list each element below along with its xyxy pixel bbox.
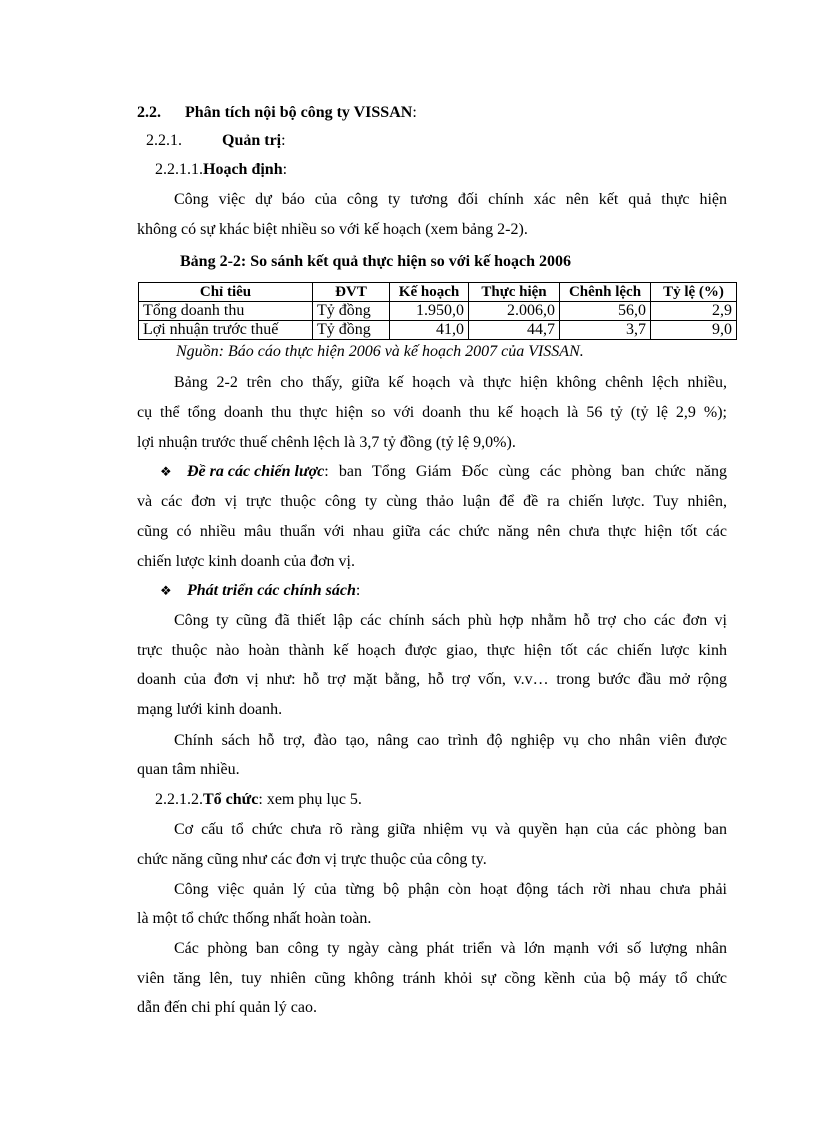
table-cell: 2.006,0 [469, 302, 560, 321]
subsection-heading [146, 131, 286, 151]
bullet1-line4: chiến lược kinh doanh của đơn vị. [137, 553, 355, 570]
para4-line1: Chính sách hỗ trợ, đào tạo, nâng cao trình độ nghiệp vụ cho nhân viên được [174, 732, 727, 749]
table-cell: Tỷ đồng [313, 302, 390, 321]
para2-line3: lợi nhuận trước thuế chênh lệch là 3,7 tỷ đồng (tỷ lệ 9,0%). [137, 434, 516, 451]
table-row [139, 321, 737, 340]
subsection-colon: : [281, 132, 286, 149]
subsub2-number: 2.2.1.2. [155, 791, 203, 808]
para5-line1: Cơ cấu tổ chức chưa rõ ràng giữa nhiệm vụ và quyền hạn của các phòng ban [174, 821, 727, 838]
para3-line2: trực thuộc nào hoàn thành kế hoạch được giao, thực hiện tốt các chiến lược kinh [137, 642, 727, 659]
subsub1-title: Hoạch định [203, 161, 283, 178]
header-cell: Tỷ lệ (%) [651, 283, 737, 302]
para3-line4: mạng lưới kinh doanh. [137, 701, 283, 718]
table-source: Nguồn: Báo cáo thực hiện 2006 và kế hoạch 2007 của VISSAN. [176, 343, 584, 360]
para3-line1: Công ty cũng đã thiết lập các chính sách phù hợp nhằm hỗ trợ cho các đơn vị [174, 612, 727, 629]
comparison-table [138, 282, 737, 340]
subsub2-title: Tổ chức [203, 791, 259, 808]
table-cell: 56,0 [560, 302, 651, 321]
header-cell: ĐVT [313, 283, 390, 302]
table-cell: Lợi nhuận trước thuế [139, 321, 313, 340]
table-cell: 3,7 [560, 321, 651, 340]
table-header-row [139, 283, 737, 302]
para1-line1: Công việc dự báo của công ty tương đối chính xác nên kết quả thực hiện [174, 191, 727, 208]
para1-line2: không có sự khác biệt nhiều so với kế hoạch (xem bảng 2-2). [137, 221, 528, 238]
para7-line2: viên tăng lên, tuy nhiên cũng không tránh khỏi sự cồng kềnh của bộ máy tổ chức [137, 970, 727, 987]
section-colon: : [412, 104, 417, 121]
table-cell: 44,7 [469, 321, 560, 340]
bullet1-line1 [160, 462, 727, 482]
bullet2-title: Phát triển các chính sách [187, 582, 356, 599]
subsub1-number: 2.2.1.1. [155, 161, 203, 178]
table-row [139, 302, 737, 321]
section-title: Phân tích nội bộ công ty VISSAN [185, 104, 413, 121]
para2-line2: cụ thể tổng doanh thu thực hiện so với doanh thu kế hoạch là 56 tỷ (tỷ lệ 2,9 %); [137, 404, 727, 421]
table-caption: Bảng 2-2: So sánh kết quả thực hiện so với kế hoạch 2006 [180, 253, 571, 270]
section-number: 2.2. [137, 104, 161, 121]
subsection-number: 2.2.1. [146, 132, 182, 149]
para5-line2: chức năng cũng như các đơn vị trực thuộc của công ty. [137, 851, 487, 868]
subsub2-rest: : xem phụ lục 5. [258, 791, 362, 808]
subsub1-colon: : [282, 161, 288, 178]
diamond-bullet-icon: ❖ [160, 464, 172, 479]
para3-line3: doanh của đơn vị như: hỗ trợ mặt bằng, hỗ trợ vốn, v.v… trong bước đầu mở rộng [137, 671, 727, 688]
para6-line1: Công việc quản lý của từng bộ phận còn hoạt động tách rời nhau chưa phải [174, 881, 727, 898]
subsub-heading-2 [155, 790, 362, 810]
bullet2-line [160, 581, 360, 601]
table-cell: 1.950,0 [390, 302, 469, 321]
subsub-heading-1 [155, 160, 287, 180]
bullet2-rest: : [355, 582, 361, 599]
header-cell: Thực hiện [469, 283, 560, 302]
bullet1-title: Đề ra các chiến lược [187, 463, 325, 480]
para2-line1: Bảng 2-2 trên cho thấy, giữa kế hoạch và thực hiện không chênh lệch nhiều, [174, 374, 727, 391]
bullet1-line2: và các đơn vị trực thuộc công ty cùng thảo luận để đề ra chiến lược. Tuy nhiên, [137, 493, 727, 510]
table-cell: 41,0 [390, 321, 469, 340]
header-cell: Chỉ tiêu [139, 283, 313, 302]
table-cell: Tổng doanh thu [139, 302, 313, 321]
bullet1-line3: cũng có nhiều mâu thuẩn với nhau giữa các chức năng nên chưa thực hiện tốt các [137, 523, 727, 540]
para6-line2: là một tổ chức thống nhất hoàn toàn. [137, 910, 372, 927]
diamond-bullet-icon: ❖ [160, 583, 172, 598]
bullet1-line1-rest: : ban Tổng Giám Đốc cùng các phòng ban chức năng [324, 463, 727, 480]
table-cell: 2,9 [651, 302, 737, 321]
header-cell: Kế hoạch [390, 283, 469, 302]
table-cell: 9,0 [651, 321, 737, 340]
para4-line2: quan tâm nhiều. [137, 761, 240, 778]
para7-line1: Các phòng ban công ty ngày càng phát triển và lớn mạnh với số lượng nhân [174, 940, 727, 957]
subsection-title: Quản trị [222, 132, 282, 149]
header-cell: Chênh lệch [560, 283, 651, 302]
section-heading [137, 103, 417, 123]
table-cell: Tỷ đồng [313, 321, 390, 340]
para7-line3: dẫn đến chi phí quản lý cao. [137, 999, 317, 1016]
